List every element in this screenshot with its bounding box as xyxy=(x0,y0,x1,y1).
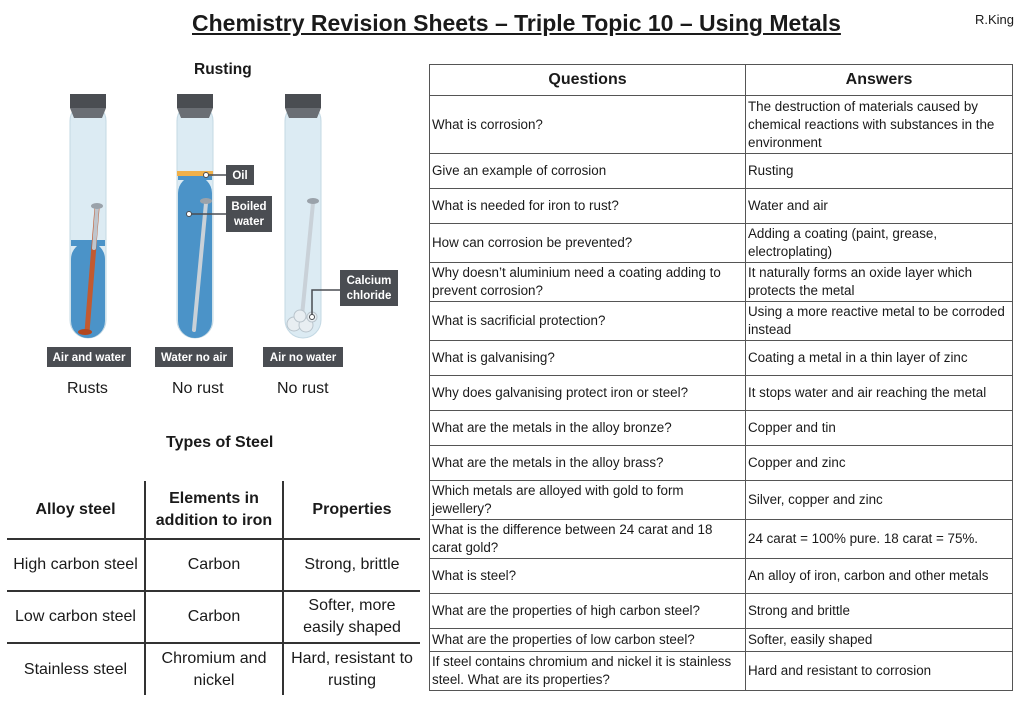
answer-cell: An alloy of iron, carbon and other metals xyxy=(746,559,1013,594)
calcium-chloride-callout-line1: Calcium xyxy=(346,275,392,287)
table-row xyxy=(430,376,1013,411)
tube-label: Water no air xyxy=(160,352,228,364)
table-row xyxy=(7,643,420,695)
column-header: Alloy steel xyxy=(7,481,145,539)
table-cell: Carbon xyxy=(145,539,283,591)
answer-cell: Strong and brittle xyxy=(746,594,1013,629)
table-cell: Chromium and nickel xyxy=(145,643,283,695)
table-header-row xyxy=(430,65,1013,96)
question-cell: What are the metals in the alloy bronze? xyxy=(430,411,746,446)
tube-air-no-water xyxy=(263,94,398,367)
answer-cell: 24 carat = 100% pure. 18 carat = 75%. xyxy=(746,520,1013,559)
answer-cell: Using a more reactive metal to be corroded instead xyxy=(746,302,1013,341)
answer-cell: Coating a metal in a thin layer of zinc xyxy=(746,341,1013,376)
answer-cell: Copper and zinc xyxy=(746,446,1013,481)
answer-cell: Adding a coating (paint, grease, electroplating) xyxy=(746,224,1013,263)
table-row xyxy=(430,481,1013,520)
column-header: Elements in addition to iron xyxy=(145,481,283,539)
answer-cell: Hard and resistant to corrosion xyxy=(746,652,1013,691)
boiled-water-callout-line2: water xyxy=(233,216,265,228)
answer-cell: Water and air xyxy=(746,189,1013,224)
table-row xyxy=(430,446,1013,481)
table-cell: High carbon steel xyxy=(7,539,145,591)
table-cell: Carbon xyxy=(145,591,283,643)
table-row xyxy=(7,539,420,591)
question-cell: Why does galvanising protect iron or steel? xyxy=(430,376,746,411)
question-cell: What are the properties of low carbon steel? xyxy=(430,629,746,652)
table-row xyxy=(430,559,1013,594)
rusting-heading: Rusting xyxy=(194,61,252,78)
table-row xyxy=(430,652,1013,691)
steel-table xyxy=(7,481,420,695)
rusting-experiment-diagram xyxy=(40,88,420,373)
table-cell: Hard, resistant to rusting xyxy=(291,649,413,689)
question-cell: What are the properties of high carbon steel? xyxy=(430,594,746,629)
table-row xyxy=(430,341,1013,376)
author-name: R.King xyxy=(975,12,1015,27)
table-row xyxy=(430,154,1013,189)
page-title: Chemistry Revision Sheets – Triple Topic 10 – Using Metals xyxy=(192,10,841,36)
question-cell: Give an example of corrosion xyxy=(430,154,746,189)
table-row xyxy=(430,411,1013,446)
table-cell: Softer, more easily shaped xyxy=(283,591,420,643)
table-row xyxy=(430,594,1013,629)
column-header: Answers xyxy=(746,65,1013,96)
question-cell: What are the metals in the alloy brass? xyxy=(430,446,746,481)
question-cell: What is corrosion? xyxy=(430,96,746,154)
table-cell: Stainless steel xyxy=(7,643,145,695)
tube-result-no-rust: No rust xyxy=(277,380,329,397)
table-row xyxy=(430,96,1013,154)
question-cell: If steel contains chromium and nickel it is stainless steel. What are its properties? xyxy=(430,652,746,691)
table-row xyxy=(430,189,1013,224)
table-row xyxy=(430,520,1013,559)
tube-label: Air and water xyxy=(52,352,126,364)
question-cell: What is galvanising? xyxy=(430,341,746,376)
table-row xyxy=(430,302,1013,341)
question-cell: Which metals are alloyed with gold to form jewellery? xyxy=(430,481,746,520)
question-cell: What is steel? xyxy=(430,559,746,594)
answer-cell: Silver, copper and zinc xyxy=(746,481,1013,520)
table-row xyxy=(430,224,1013,263)
table-cell: Strong, brittle xyxy=(283,539,420,591)
tube-result-rusts: Rusts xyxy=(67,380,108,397)
calcium-chloride-callout-line2: chloride xyxy=(346,290,392,302)
question-cell: What is needed for iron to rust? xyxy=(430,189,746,224)
questions-answers-table xyxy=(429,64,1013,691)
question-cell: What is sacrificial protection? xyxy=(430,302,746,341)
answer-cell: It naturally forms an oxide layer which protects the metal xyxy=(746,263,1013,302)
boiled-water-callout-line1: Boiled xyxy=(231,201,267,213)
oil-callout: Oil xyxy=(232,170,248,182)
column-header: Questions xyxy=(430,65,746,96)
answer-cell: It stops water and air reaching the metal xyxy=(746,376,1013,411)
tube-result-no-rust: No rust xyxy=(172,380,224,397)
tube-air-and-water xyxy=(47,94,131,367)
answer-cell: The destruction of materials caused by chemical reactions with substances in the environment xyxy=(746,96,1013,154)
table-cell: Low carbon steel xyxy=(7,591,145,643)
answer-cell: Rusting xyxy=(746,154,1013,189)
table-row xyxy=(430,629,1013,652)
steel-heading: Types of Steel xyxy=(166,434,274,451)
column-header: Properties xyxy=(283,481,420,539)
table-row xyxy=(7,591,420,643)
answer-cell: Softer, easily shaped xyxy=(746,629,1013,652)
table-row xyxy=(430,263,1013,302)
answer-cell: Copper and tin xyxy=(746,411,1013,446)
table-header-row xyxy=(7,481,420,539)
question-cell: What is the difference between 24 carat and 18 carat gold? xyxy=(430,520,746,559)
tube-water-no-air xyxy=(155,94,272,367)
question-cell: How can corrosion be prevented? xyxy=(430,224,746,263)
question-cell: Why doesn’t aluminium need a coating adding to prevent corrosion? xyxy=(430,263,746,302)
tube-label: Air no water xyxy=(269,352,337,364)
